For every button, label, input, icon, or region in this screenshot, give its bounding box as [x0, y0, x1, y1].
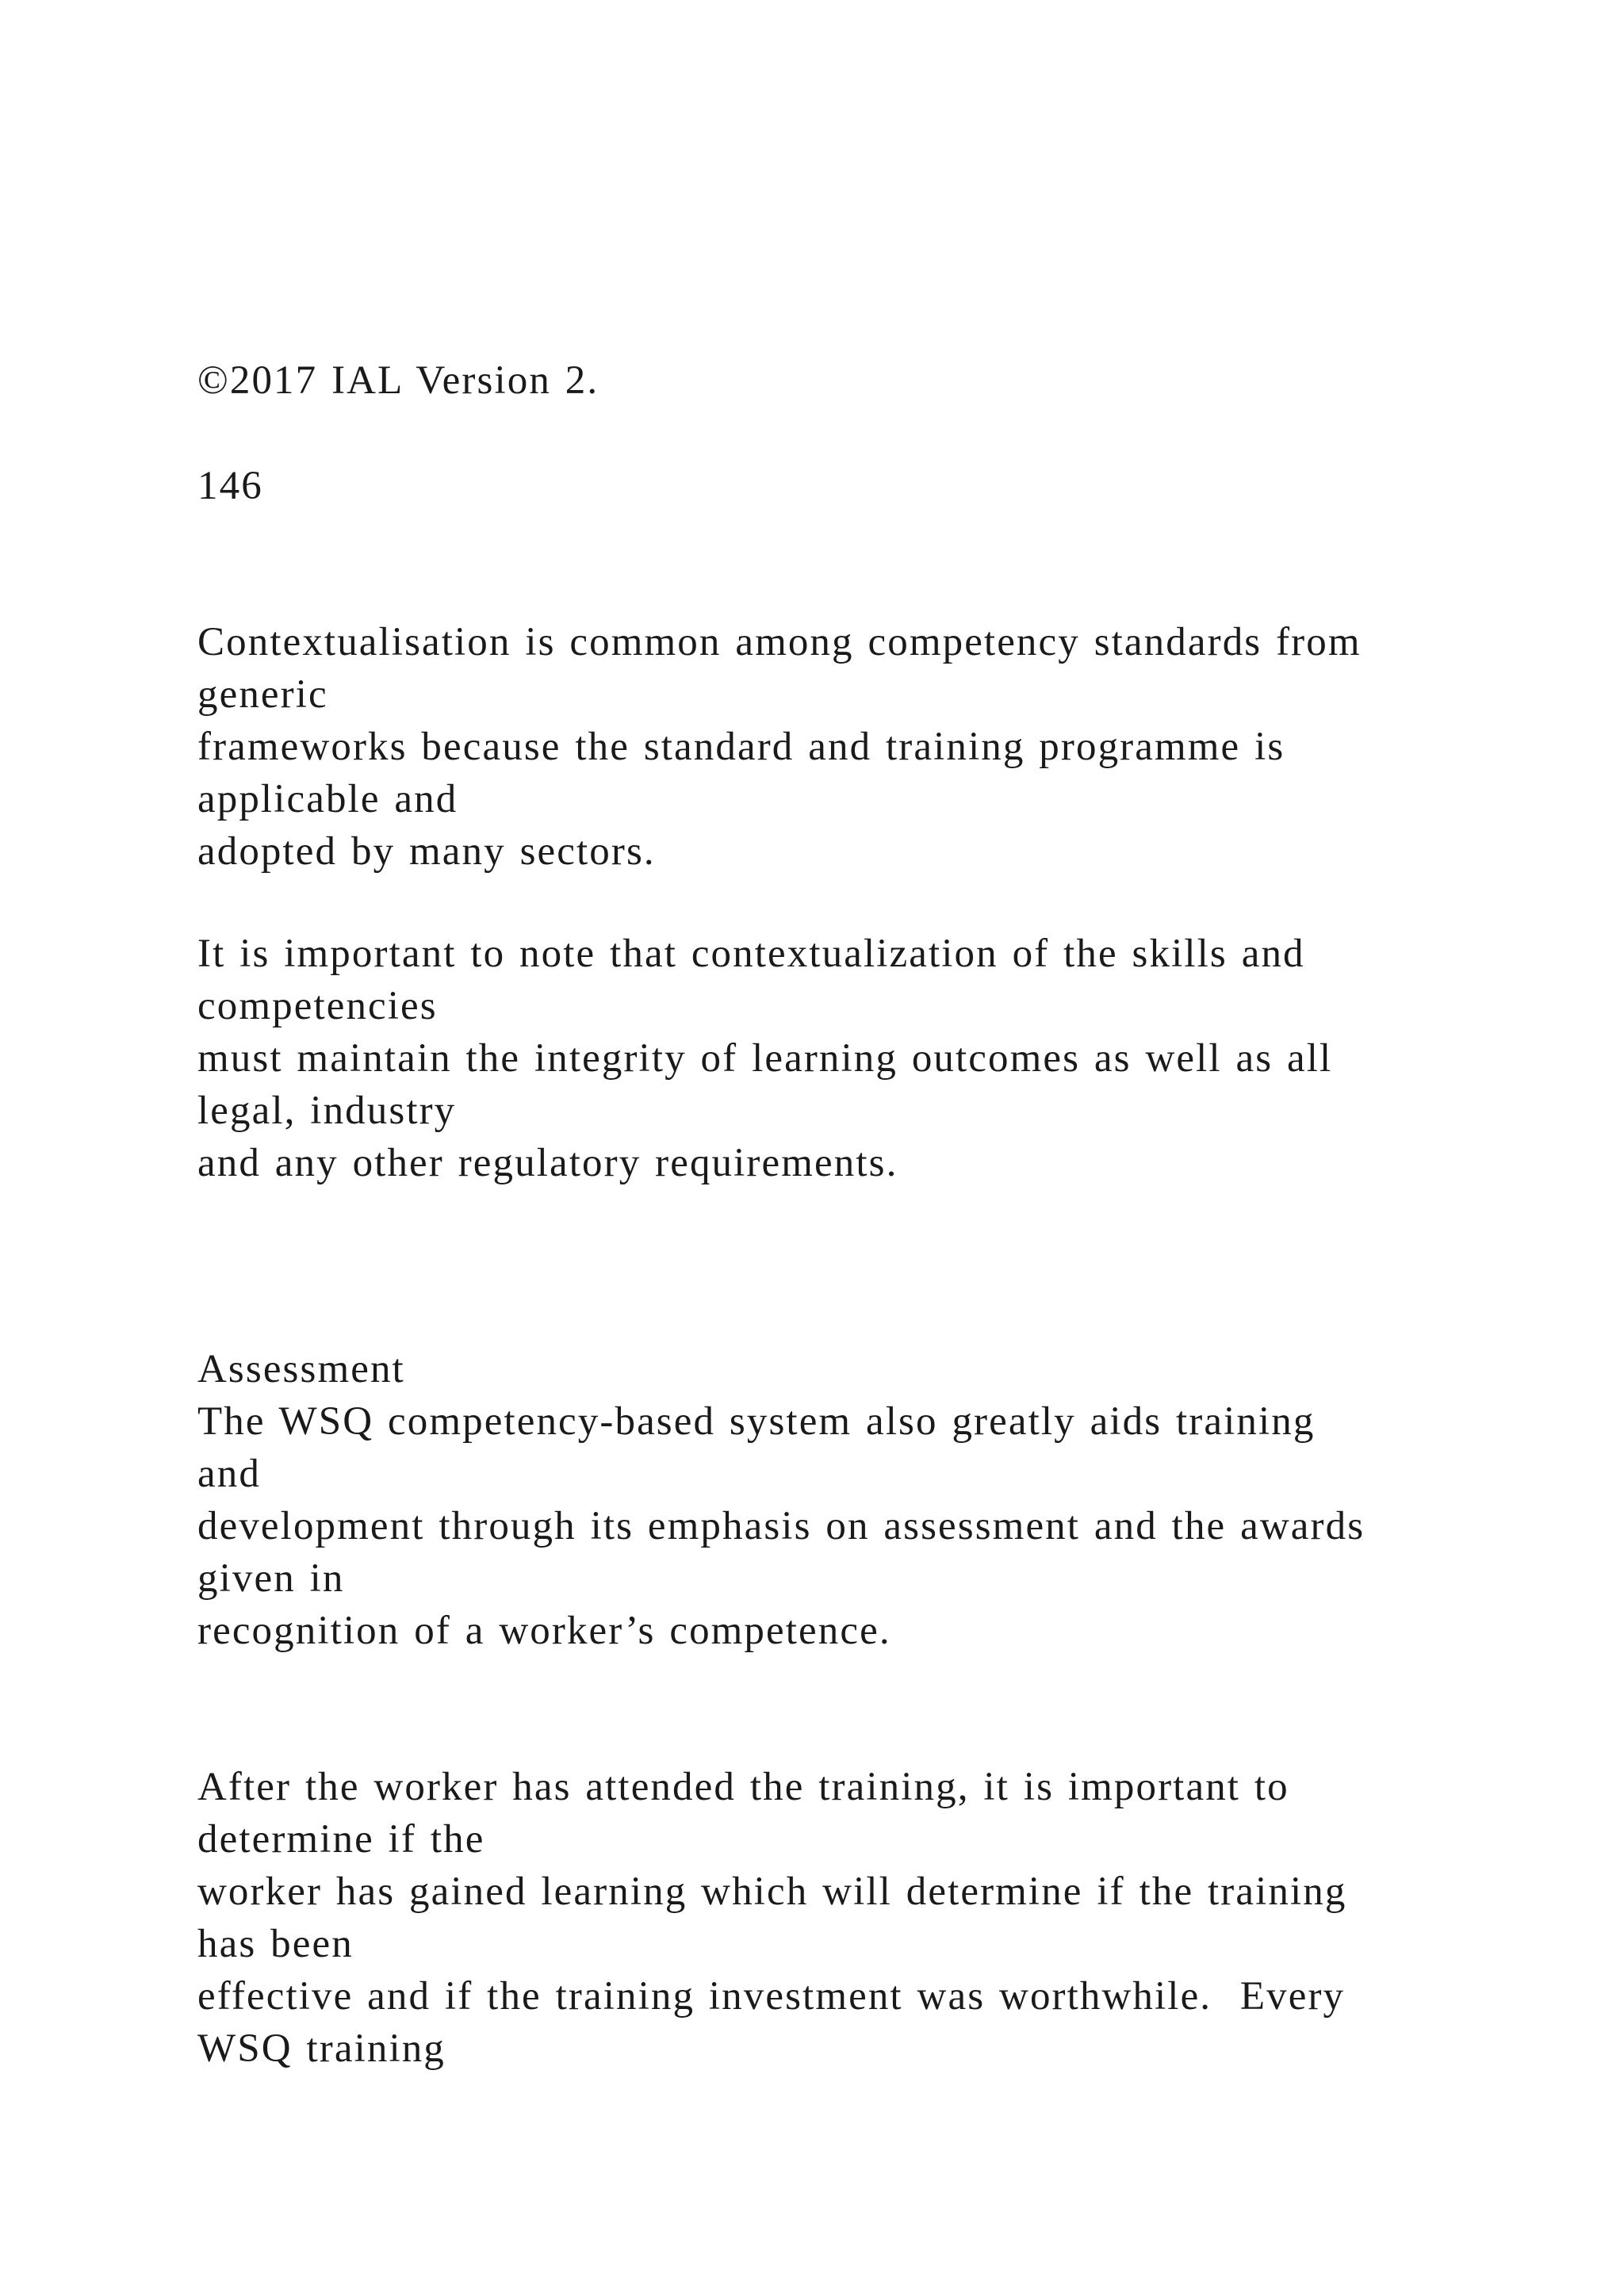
text-line: worker has gained learning which will determine if the training: [197, 1869, 1347, 1914]
text-line: and any other regulatory requirements.: [197, 1141, 898, 1185]
text-line: The WSQ competency-based system also greatly aids training: [197, 1399, 1316, 1444]
text-line: must maintain the integrity of learning outcomes as well as all: [197, 1036, 1333, 1081]
page-number: 146: [197, 464, 263, 508]
text-line: Contextualisation is common among competency standards from: [197, 620, 1362, 664]
text-line: determine if the: [197, 1817, 485, 1862]
text-line: and: [197, 1452, 261, 1496]
text-line: adopted by many sectors.: [197, 829, 656, 874]
text-line: has been: [197, 1922, 354, 1966]
text-line: WSQ training: [197, 2026, 446, 2071]
text-line: given in: [197, 1556, 345, 1601]
text-line: effective and if the training investment was worthwhile. Every: [197, 1974, 1346, 2019]
text-line: legal, industry: [197, 1089, 457, 1133]
text-line: competencies: [197, 984, 438, 1028]
text-line: recognition of a worker’s competence.: [197, 1609, 891, 1653]
text-line: development through its emphasis on assessment and the awards: [197, 1504, 1365, 1548]
text-line: It is important to note that contextualization of the skills and: [197, 932, 1305, 976]
section-heading-assessment: Assessment: [197, 1347, 405, 1391]
text-line: frameworks because the standard and training programme is: [197, 725, 1285, 769]
text-line: After the worker has attended the training, it is important to: [197, 1765, 1289, 1809]
copyright-header: ©2017 IAL Version 2.: [197, 358, 599, 403]
text-line: applicable and: [197, 777, 458, 821]
text-line: generic: [197, 672, 328, 717]
